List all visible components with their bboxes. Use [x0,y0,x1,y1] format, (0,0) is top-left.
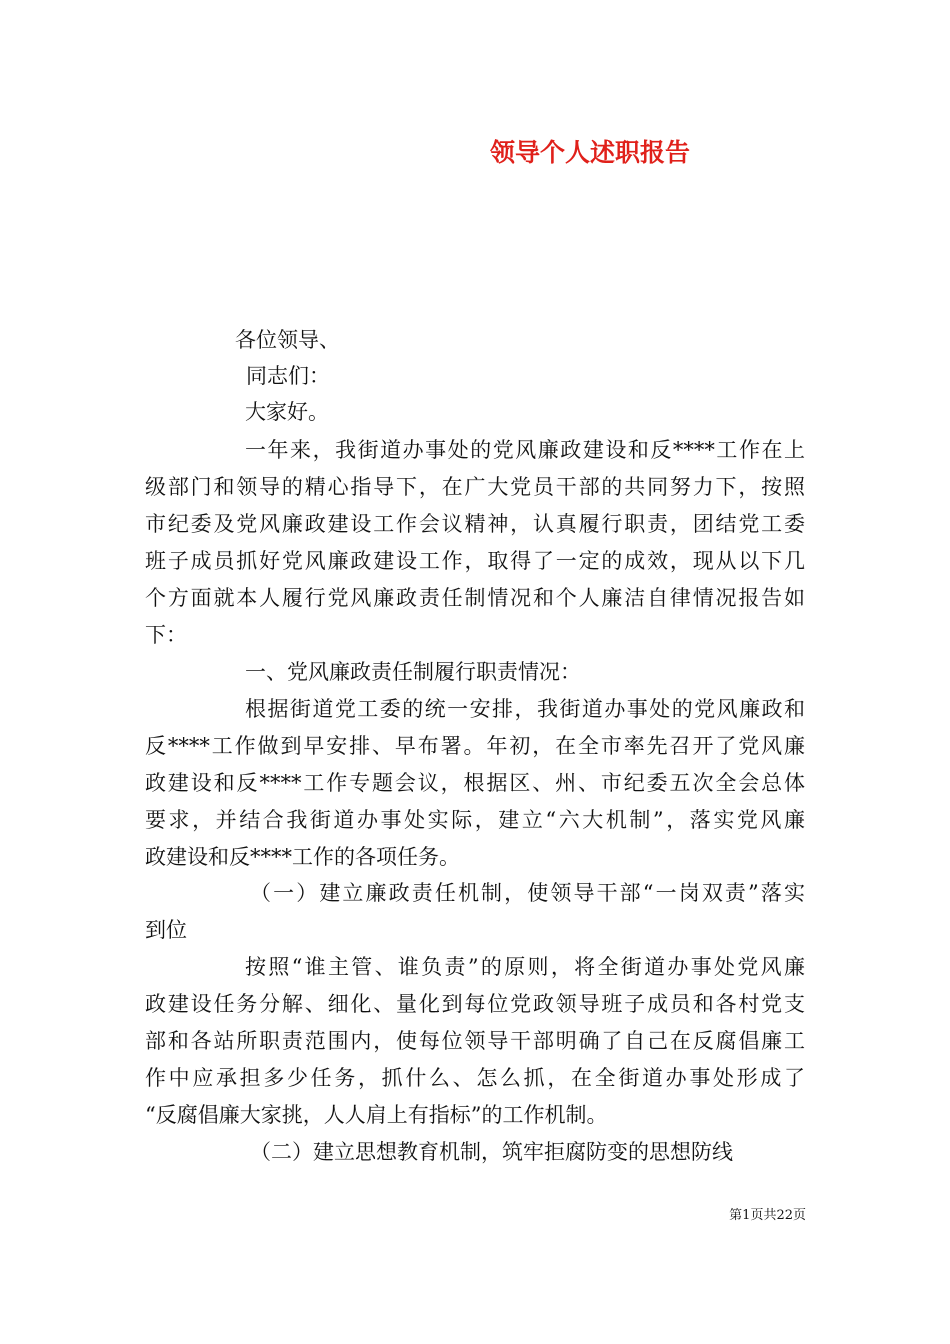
subsection-heading: （二）建立思想教育机制，筑牢拒腐防变的思想防线 [250,1140,733,1164]
body-line: 政建设和反****工作的各项任务。 [145,845,460,869]
body-line: 作中应承担多少任务，抓什么、怎么抓，在全街道办事处形成了 [145,1066,805,1090]
body-line: 根据街道党工委的统一安排，我街道办事处的党风廉政和 [245,697,805,721]
subsection-heading: 到位 [145,918,187,942]
body-line: 政建设任务分解、细化、量化到每位党政领导班子成员和各村党支 [145,992,805,1016]
subsection-heading: （一）建立廉政责任机制，使领导干部“一岗双责”落实 [250,881,805,905]
body-line: 下： [145,623,187,647]
section-heading: 一、党风廉政责任制履行职责情况： [245,660,581,684]
body-line: 个方面就本人履行党风廉政责任制情况和个人廉洁自律情况报告如 [145,586,805,610]
salutation: 同志们： [246,364,330,388]
page-number: 第1页共22页 [729,1208,806,1223]
salutation: 各位领导、 [235,328,340,352]
greeting: 大家好。 [245,400,329,424]
body-line: 按照“谁主管、谁负责”的原则，将全街道办事处党风廉 [245,955,805,979]
body-line: 部和各站所职责范围内，使每位领导干部明确了自己在反腐倡廉工 [145,1029,805,1053]
body-line: 一年来，我街道办事处的党风廉政建设和反****工作在上 [245,438,805,462]
document-title: 领导个人述职报告 [489,138,690,167]
body-line: 要求，并结合我街道办事处实际，建立“六大机制”，落实党风廉 [145,808,805,832]
body-line: 级部门和领导的精心指导下，在广大党员干部的共同努力下，按照 [145,475,805,499]
body-line: 班子成员抓好党风廉政建设工作，取得了一定的成效，现从以下几 [145,549,805,573]
body-line: 政建设和反****工作专题会议，根据区、州、市纪委五次全会总体 [145,771,805,795]
body-line: 反****工作做到早安排、早布署。年初，在全市率先召开了党风廉 [145,734,805,758]
body-line: 市纪委及党风廉政建设工作会议精神，认真履行职责，团结党工委 [145,512,805,536]
body-line: “反腐倡廉大家挑，人人肩上有指标”的工作机制。 [145,1103,608,1127]
